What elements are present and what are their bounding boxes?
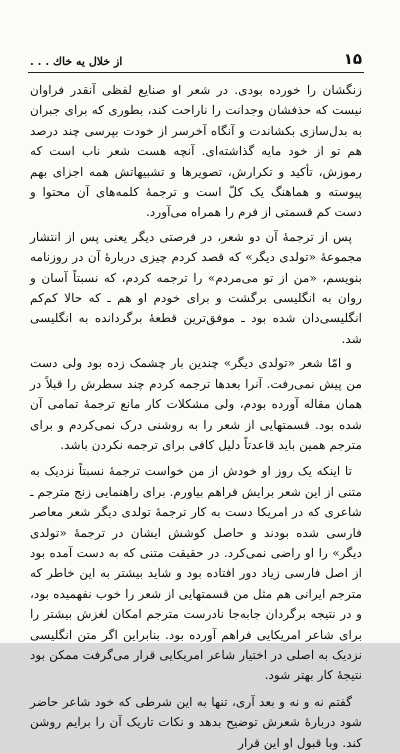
page-header [30, 46, 362, 68]
body-text [30, 80, 362, 750]
header-rule [28, 72, 364, 73]
paragraph-4: تا اینکه یک روز او خودش از من خواست ترجمهٔ نسبتاً نزدیک به متنی از این شعر برایش فراهم بیاورم. برای راهنمایی زنج مترجم ـ شاعری که در امریکا دست به کار ترجمهٔ تولدی دیگر شعر معاصر فارسی شده بودند و حاصل کوشش ایشان در ترجمهٔ «تولدی دیگر» را او راضی نمی‌کرد. در حقیقت متنی که به دست آمده بود از اصل فارسی زیاد دور افتاده بود و شاید بیشتر به این خاطر که مترجم ایرانی هم مثل من قسمتهایی از شعر را خوب نفهمیده بود، و در نتیجه برگردان جابه‌جا نادرست مترجم امکان لغزش بیشتر را برای شاعر امریکایی فراهم آورده بود. بنابراین اگر متن انگلیسی نزدیک به اصلی در اختیار شاعر امریکایی قرار می‌گرفت ممکن بود نتیجهٔ کار بهتر شود. [30, 464, 362, 683]
paragraph-3: و امّا شعر «تولدی دیگر» چندین بار چشمک زده بود ولی دست من پیش نمی‌رفت. آنرا بعدها ترجمه کردم چند سطرش را قبلاً در همان مقاله آورده بودم، ولی مشکلات کار مانع ترجمهٔ تمامی آن شده بود. قسمتهایی از شعر را به روشنی درک نمی‌کردم و برای مترجم همین باید قاعدتاً دلیل کافی برای ترجمه نکردن باشد. [30, 356, 362, 452]
paragraph-5: گفتم نه و نه و بعد آری، تنها به این شرطی که خود شاعر حاضر شود دربارهٔ شعرش توضیح بدهد و نکات تاریک آن را برایم روشن کند. وبا قبول او این قرار [30, 694, 362, 750]
paragraph-1: زنگشان را خورده بودی. در شعر او صنایع لفظی آنقدر فراوان نیست که حذفشان وجدانت را ناراحت کند، بطوری که برای جبران به بدل‌سازی بکشاندت و آنگاه آخرسر از خودت بپرسی چند درصد هم تو از خود مایه گذاشته‌ای. آنچه هست شعر ناب است که رموزش، تأکید و تکرارش، تصویرها و تشبیهاتش همه اجزای بهم پیوسته و هماهنگ یک کلّ است و ترجمهٔ کلمه‌های آن محتوا و دست کم قسمتی از فرم را همراه می‌آورد. [30, 83, 362, 220]
paragraph-2: پس از ترجمهٔ آن دو شعر، در فرصتی دیگر یعنی پس از انتشار مجموعهٔ «تولدی دیگر» که قصد کردم چیزی دربارهٔ آن در روزنامه بنویسم، «من از تو می‌مردم» را ترجمه کردم، که نسبتاً آسان و روان به انگلیسی برگشت و برای خودم او هم ـ که حالا کم‌کم انگلیسی‌دان شده بود ـ موفق‌ترین قطعهٔ برگردانده به انگلیسی شد. [30, 229, 362, 346]
page-number: ۱۵ [343, 50, 362, 68]
running-title: از خلال یه خاك . . . [30, 55, 123, 68]
